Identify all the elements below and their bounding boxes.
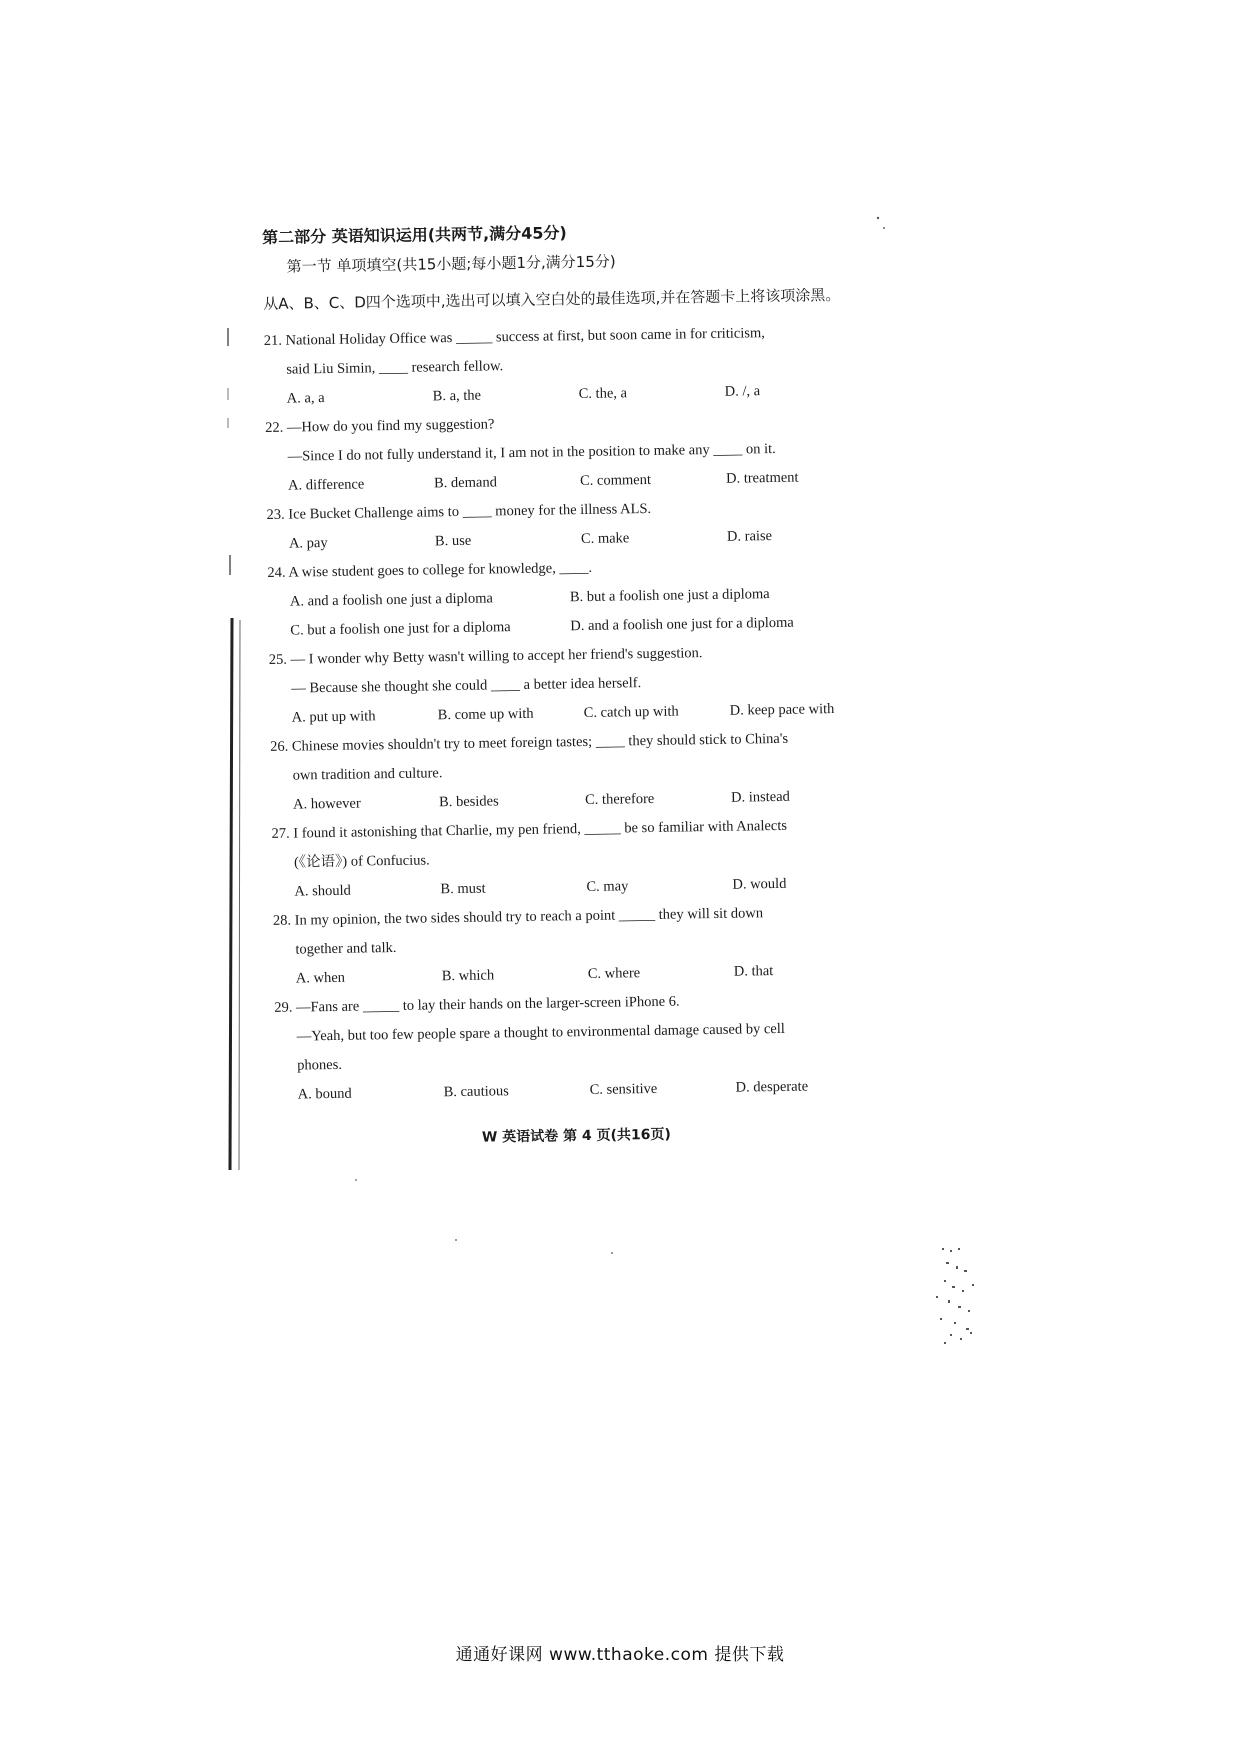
answer-option: A. pay: [288, 535, 328, 552]
question-stem-continued: phones.: [297, 1056, 343, 1074]
question-stem: 21. National Holiday Office was _____ success at first, but soon came in for criticism,: [263, 325, 765, 349]
answer-option: C. therefore: [584, 790, 655, 808]
question-stem: 22. —How do you find my suggestion?: [265, 416, 495, 436]
answer-option: C. sensitive: [589, 1080, 658, 1098]
answer-option: A. should: [294, 882, 351, 900]
answer-option: D. desperate: [735, 1078, 809, 1096]
question: [274, 984, 916, 1110]
question-stem: 24. A wise student goes to college for knowledge, ____.: [267, 559, 593, 581]
answer-option: D. treatment: [725, 469, 799, 487]
question-stem: 26. Chinese movies shouldn't try to meet foreign tastes; ____ they should stick to China's: [270, 730, 789, 755]
question-stem-continued: —Since I do not fully understand it, I am not in the position to make any ____ on it.: [287, 440, 776, 465]
answer-option: B. cautious: [443, 1083, 510, 1101]
directions: 从A、B、C、D四个选项中,选出可以填入空白处的最佳选项,并在答题卡上将该项涂黑。: [263, 285, 841, 313]
answer-option: B. a, the: [432, 387, 482, 405]
question-stem: 27. I found it astonishing that Charlie, my pen friend, _____ be so familiar with Analects: [271, 817, 788, 842]
question-stem: 25. — I wonder why Betty wasn't willing to accept her friend's suggestion.: [268, 645, 703, 668]
question-stem-continued: together and talk.: [295, 939, 397, 958]
part-title: 第二部分 英语知识运用(共两节,满分45分): [262, 223, 567, 247]
answer-option: A. however: [292, 795, 361, 813]
question: [271, 810, 912, 907]
question: [264, 317, 905, 414]
answer-option: D. instead: [730, 788, 790, 806]
answer-option: C. make: [580, 530, 630, 548]
page-footer: W 英语试卷 第 4 页(共16页): [481, 1126, 671, 1146]
question-stem: 29. —Fans are _____ to lay their hands on the larger-screen iPhone 6.: [274, 993, 680, 1016]
answer-option: D. would: [732, 875, 787, 893]
question-stem-continued: said Liu Simin, ____ research fellow.: [286, 358, 504, 378]
answer-option: C. may: [586, 878, 629, 895]
question: [265, 404, 906, 501]
question-list: [264, 317, 916, 1110]
question: [269, 636, 910, 733]
answer-option: D. that: [733, 963, 774, 980]
answer-option: D. raise: [726, 528, 773, 545]
watermark: 通通好课网 www.tthaoke.com 提供下载: [455, 1645, 785, 1665]
section-title: 第一节 单项填空(共15小题;每小题1分,满分15分): [286, 252, 616, 276]
question-stem: 28. In my opinion, the two sides should try to reach a point _____ they will sit down: [272, 905, 764, 929]
answer-option: C. catch up with: [583, 703, 679, 722]
answer-option: D. and a foolish one just for a diploma: [570, 614, 794, 635]
question: [266, 491, 907, 559]
answer-option: B. demand: [433, 474, 498, 492]
answer-option: B. but a foolish one just a diploma: [569, 586, 770, 606]
answer-option: C. comment: [579, 471, 652, 490]
question-stem-continued: own tradition and culture.: [292, 765, 443, 784]
answer-option: A. when: [295, 969, 346, 987]
answer-option: C. the, a: [578, 385, 628, 403]
answer-option: B. come up with: [437, 705, 534, 724]
answer-option: D. keep pace with: [729, 701, 835, 719]
question: [273, 897, 914, 994]
answer-option: D. /, a: [724, 383, 761, 400]
answer-option: B. must: [440, 880, 486, 898]
question-stem-continued: — Because she thought she could ____ a better idea herself.: [291, 675, 642, 697]
question: [267, 549, 908, 646]
exam-sheet: [262, 215, 917, 1164]
answer-option: C. but a foolish one just for a diploma: [290, 619, 511, 639]
answer-option: B. use: [434, 532, 472, 550]
answer-option: A. and a foolish one just a diploma: [289, 590, 493, 610]
answer-option: B. which: [441, 967, 495, 985]
question-stem-continued: (《论语》) of Confucius.: [293, 852, 430, 871]
answer-option: A. bound: [297, 1085, 352, 1103]
question-stem-continued: —Yeah, but too few people spare a thought to environmental damage caused by cell: [296, 1020, 785, 1045]
answer-option: B. besides: [438, 793, 499, 811]
answer-option: A. difference: [287, 476, 365, 494]
answer-option: A. a, a: [286, 390, 325, 407]
question-stem: 23. Ice Bucket Challenge aims to ____ money for the illness ALS.: [266, 500, 652, 523]
question: [270, 723, 911, 820]
answer-option: A. put up with: [291, 708, 376, 726]
answer-option: C. where: [587, 965, 641, 982]
